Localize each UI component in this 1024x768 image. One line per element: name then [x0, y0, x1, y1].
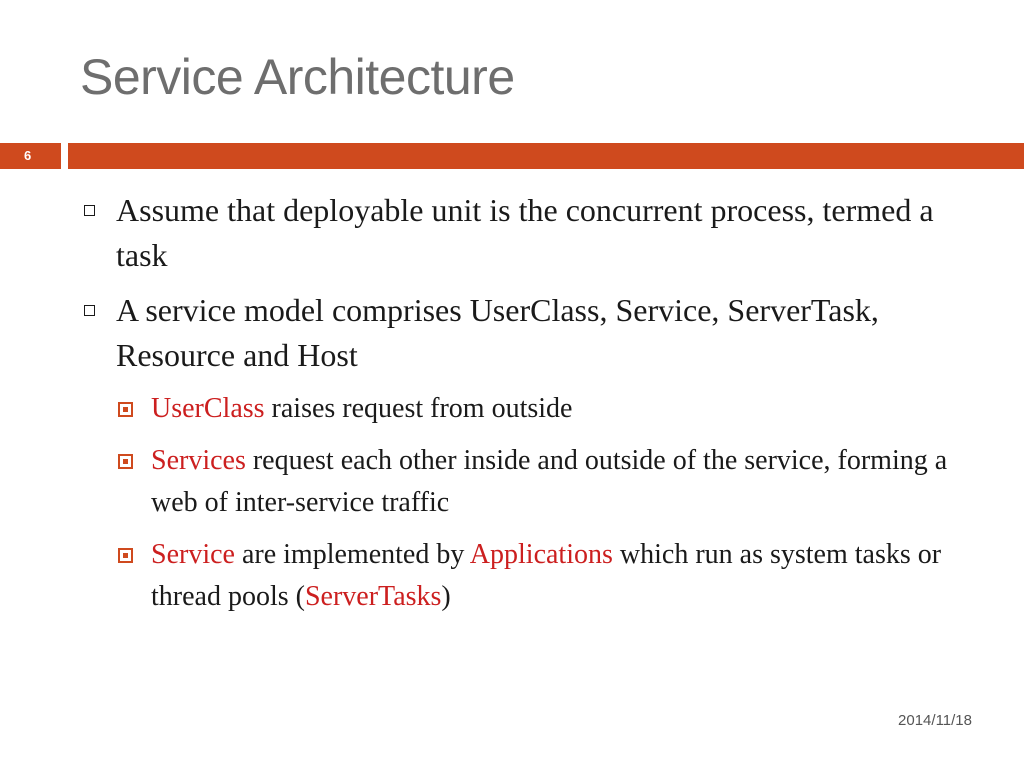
content-body — [80, 188, 980, 628]
sub-bullet-item — [116, 534, 980, 618]
slide-number: 6 — [24, 148, 32, 163]
sub-bullet-list — [116, 388, 980, 618]
highlight-term: Applications — [469, 539, 613, 570]
bullet-item — [80, 288, 980, 378]
sub-bullet-text: raises request from outside — [264, 393, 573, 424]
highlight-term: UserClass — [151, 393, 265, 424]
hollow-square-bullet-icon — [84, 205, 95, 216]
bullet-item — [80, 188, 980, 278]
sub-bullet-text: which run as system tasks or thread pools ( — [151, 539, 942, 612]
bullet-text: Assume that deployable unit is the concurrent process, termed a task — [116, 192, 934, 273]
framed-square-bullet-icon — [118, 454, 133, 469]
framed-square-bullet-icon — [118, 402, 133, 417]
highlight-term: ServerTasks — [304, 581, 442, 612]
framed-square-bullet-icon — [118, 548, 133, 563]
sub-bullet-item — [116, 440, 980, 524]
sub-bullet-text: request each other inside and outside of the service, forming a web of inter-service traffic — [151, 445, 948, 518]
bullet-text: A service model comprises UserClass, Service, ServerTask, Resource and Host — [116, 292, 879, 373]
sub-bullet-item — [116, 388, 980, 430]
sub-bullet-text: ) — [441, 581, 451, 612]
highlight-term: Services — [151, 445, 246, 476]
sub-bullet-text: are implemented by — [234, 539, 470, 570]
title-rule-bar — [68, 143, 1024, 169]
highlight-term: Service — [151, 539, 235, 570]
slide-date: 2014/11/18 — [898, 712, 972, 729]
slide-title: Service Architecture — [80, 49, 515, 105]
hollow-square-bullet-icon — [84, 305, 95, 316]
